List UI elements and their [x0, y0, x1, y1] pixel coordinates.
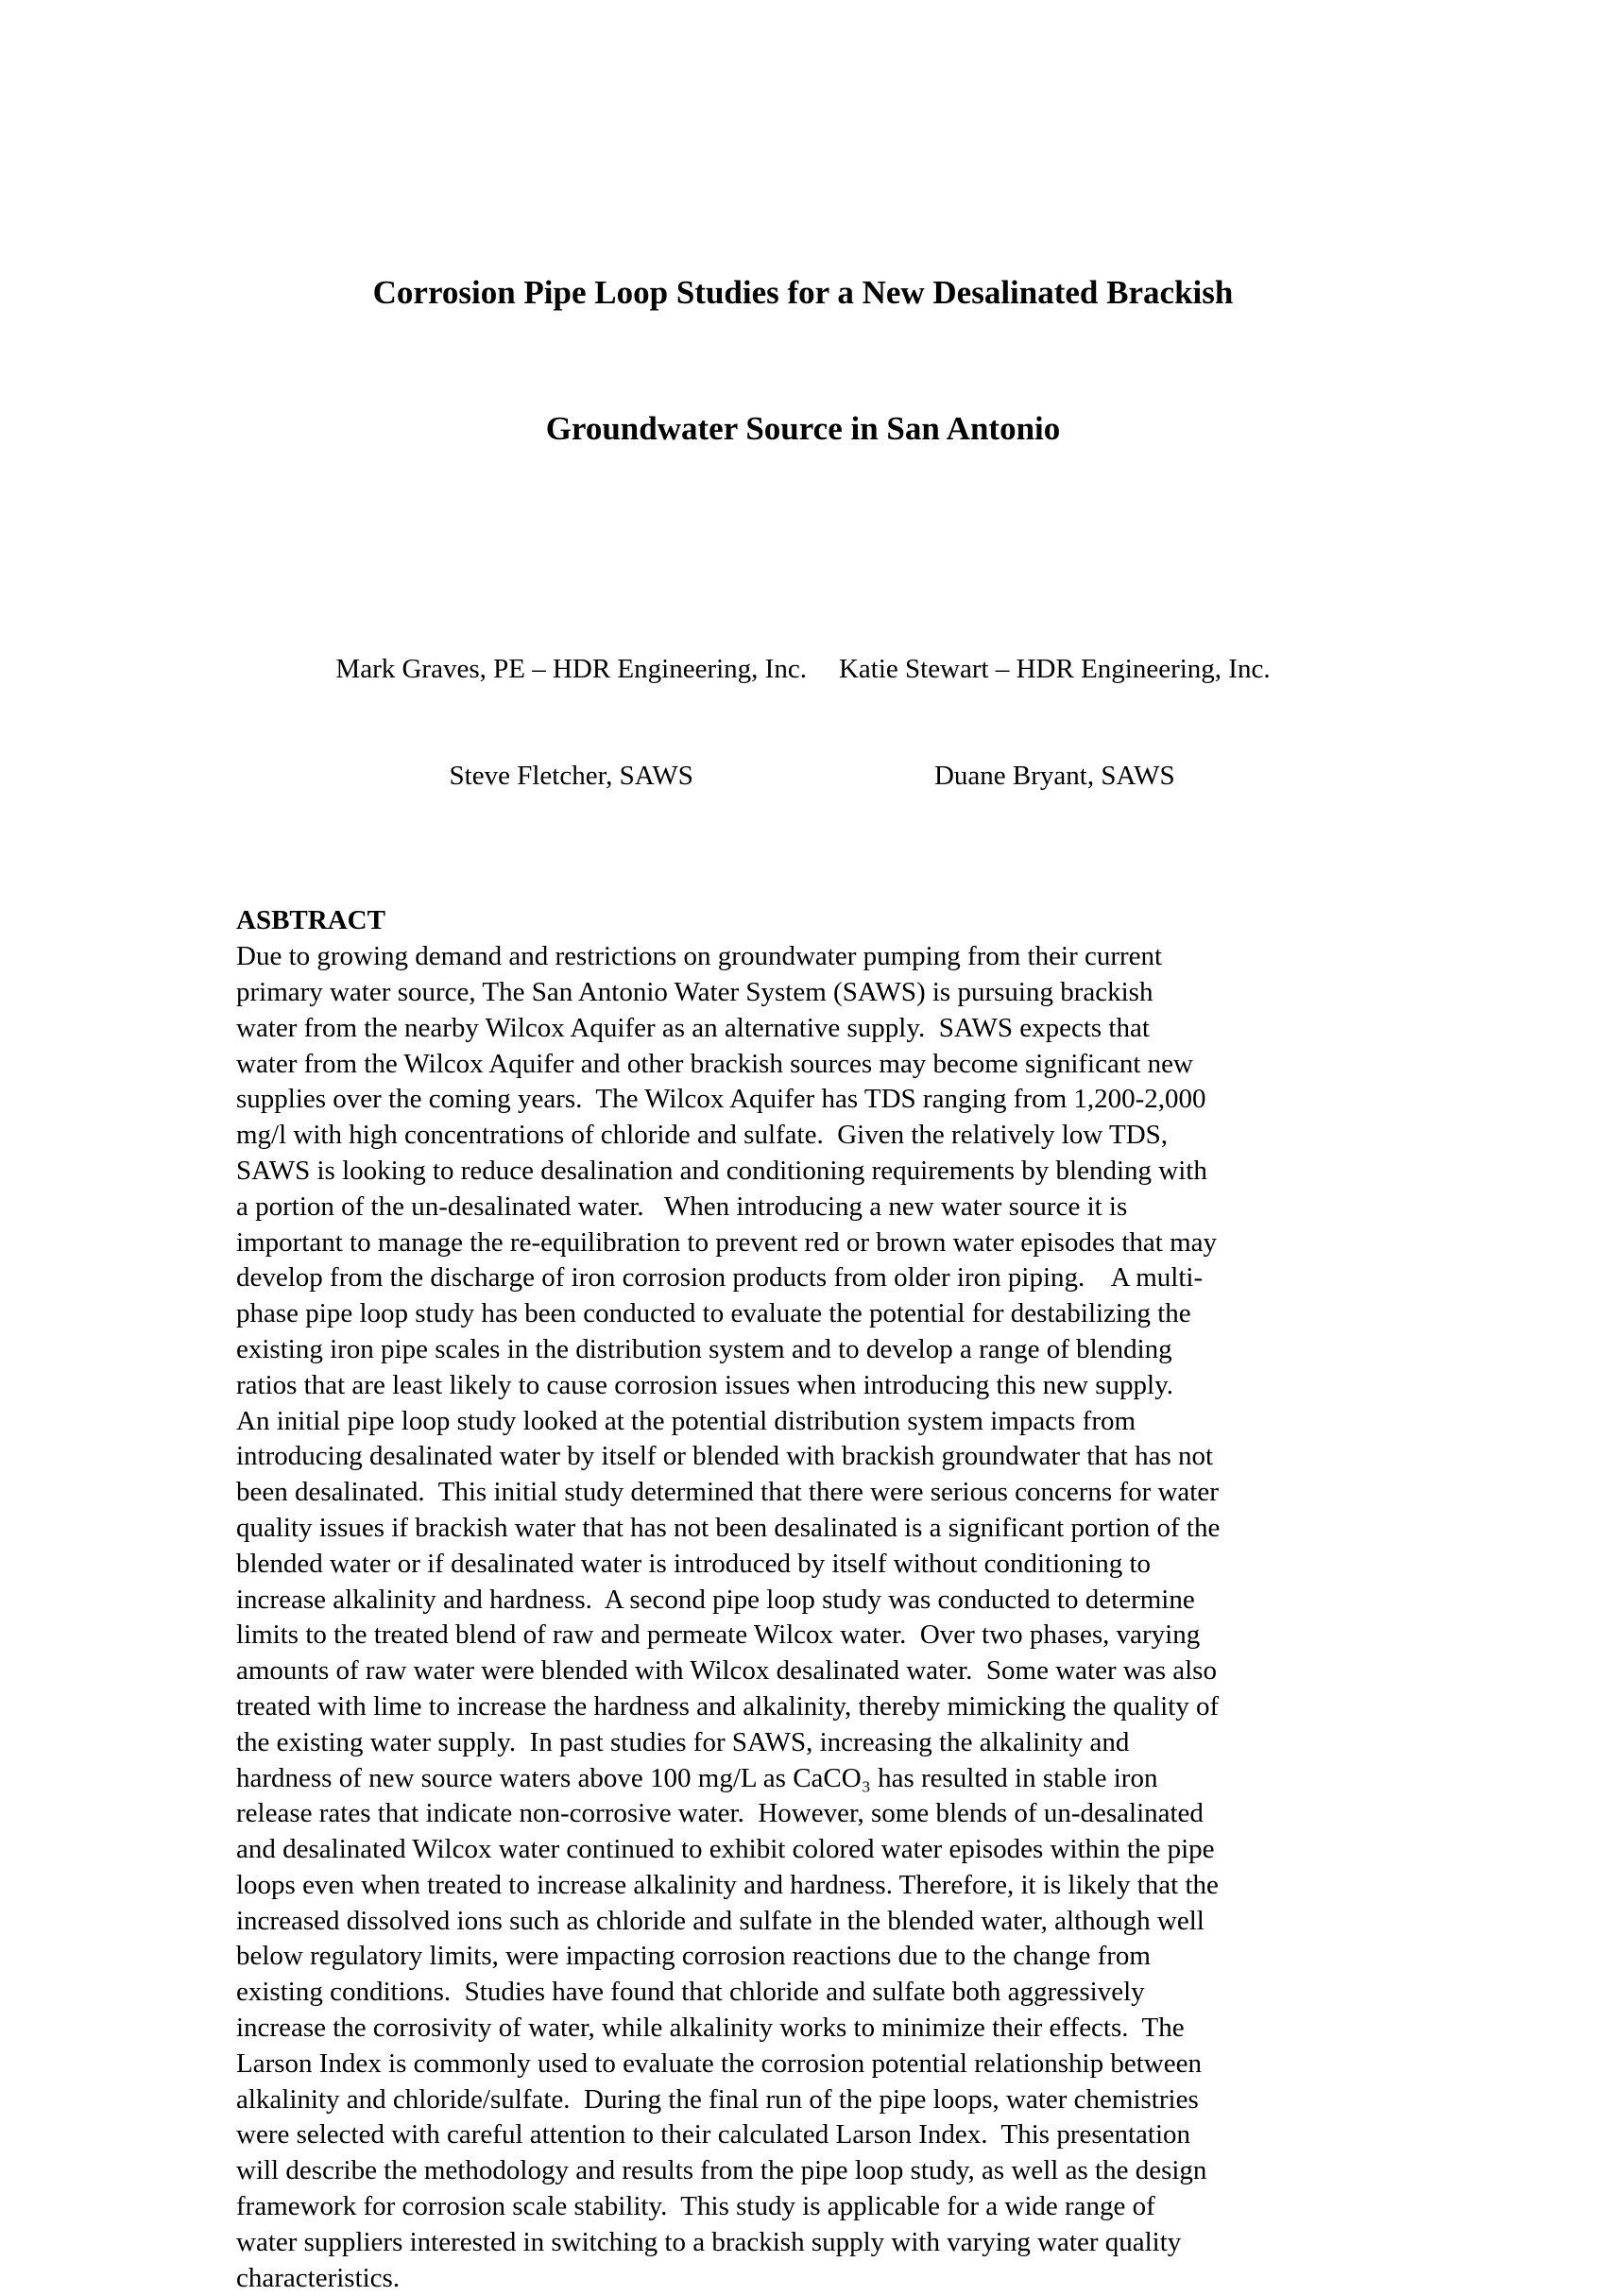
abstract-line: water from the Wilcox Aquifer and other brackish sources may become significant new	[236, 1048, 1193, 1079]
abstract-line: important to manage the re-equilibration to prevent red or brown water episodes that may	[236, 1226, 1218, 1258]
abstract-line: the existing water supply. In past studies for SAWS, increasing the alkalinity and	[236, 1726, 1130, 1757]
abstract-line: alkalinity and chloride/sulfate. During the final run of the pipe loops, water chemistries	[236, 2083, 1199, 2115]
abstract-line: quality issues if brackish water that has not been desalinated is a significant portion of the	[236, 1512, 1221, 1543]
abstract-line: existing iron pipe scales in the distribution system and to develop a range of blending	[236, 1333, 1172, 1364]
abstract-line: limits to the treated blend of raw and permeate Wilcox water. Over two phases, varying	[236, 1619, 1201, 1651]
abstract-body	[236, 939, 1370, 2296]
abstract-line: blended water or if desalinated water is introduced by itself without conditioning to	[236, 1548, 1152, 1579]
abstract-line: An initial pipe loop study looked at the potential distribution system impacts from	[236, 1405, 1136, 1436]
paper-title	[236, 180, 1370, 542]
abstract-line: mg/l with high concentrations of chloride and sulfate. Given the relatively low TDS,	[236, 1120, 1169, 1151]
abstract-line: primary water source, The San Antonio Water System (SAWS) is pursuing brackish	[236, 976, 1153, 1007]
abstract-line: framework for corrosion scale stability. This study is applicable for a wide range of	[236, 2191, 1155, 2222]
abstract-line: introducing desalinated water by itself or blended with brackish groundwater that has not	[236, 1441, 1214, 1472]
abstract-line: phase pipe loop study has been conducted to evaluate the potential for destabilizing the	[236, 1298, 1191, 1329]
abstract-line: Larson Index is commonly used to evaluate the corrosion potential relationship between	[236, 2048, 1202, 2079]
abstract-line: and desalinated Wilcox water continued to exhibit colored water episodes within the pipe	[236, 1834, 1215, 1865]
author-name-affiliation: Duane Bryant, SAWS	[933, 760, 1175, 791]
abstract-line: water suppliers interested in switching to a brackish supply with varying water quality	[236, 2226, 1182, 2257]
abstract-line: will describe the methodology and results from the pipe loop study, as well as the design	[236, 2155, 1207, 2186]
abstract-line: develop from the discharge of iron corrosion products from older iron piping. A multi-	[236, 1262, 1204, 1294]
abstract-line: loops even when treated to increase alkalinity and hardness. Therefore, it is likely that the	[236, 1869, 1219, 1900]
paper-title-line-2: Groundwater Source in San Antonio	[545, 410, 1061, 447]
abstract-line: been desalinated. This initial study determined that there were serious concerns for water	[236, 1477, 1219, 1508]
abstract-line: existing conditions. Studies have found that chloride and sulfate both aggressively	[236, 1977, 1145, 2008]
paper-title-line-1: Corrosion Pipe Loop Studies for a New Desalinated Brackish	[372, 274, 1234, 311]
abstract-line: increased dissolved ions such as chloride and sulfate in the blended water, although well	[236, 1905, 1204, 1936]
abstract-line: characteristics.	[236, 2262, 401, 2293]
abstract-line: Due to growing demand and restrictions on groundwater pumping from their current	[236, 941, 1163, 972]
author-column-right	[839, 580, 1271, 865]
abstract-line: release rates that indicate non-corrosive water. However, some blends of un-desalinated	[236, 1798, 1204, 1829]
abstract-line: increase alkalinity and hardness. A second pipe loop study was conducted to determine	[236, 1584, 1195, 1615]
abstract-line: were selected with careful attention to their calculated Larson Index. This presentation	[236, 2119, 1191, 2150]
abstract-line: amounts of raw water were blended with Wilcox desalinated water. Some water was also	[236, 1655, 1217, 1687]
abstract-line: water from the nearby Wilcox Aquifer as an alternative supply. SAWS expects that	[236, 1012, 1150, 1043]
abstract-line: below regulatory limits, were impacting corrosion reactions due to the change from	[236, 1941, 1151, 1972]
abstract-line: hardness of new source waters above 100 mg/L as CaCO₃ has resulted in stable iron	[236, 1762, 1158, 1793]
author-column-left	[335, 580, 807, 865]
abstract-line: increase the corrosivity of water, while alkalinity works to minimize their effects. The	[236, 2013, 1185, 2044]
author-block	[236, 580, 1370, 865]
abstract-heading: ASBTRACT	[236, 905, 385, 936]
abstract-line: treated with lime to increase the hardness and alkalinity, thereby mimicking the quality of	[236, 1690, 1220, 1722]
author-name-affiliation: Steve Fletcher, SAWS	[449, 760, 693, 791]
author-name-affiliation: Mark Graves, PE – HDR Engineering, Inc.	[335, 653, 807, 684]
abstract-line: ratios that are least likely to cause corrosion issues when introducing this new supply.	[236, 1369, 1173, 1400]
abstract-line: supplies over the coming years. The Wilcox Aquifer has TDS ranging from 1,200-2,000	[236, 1084, 1206, 1115]
abstract-line: SAWS is looking to reduce desalination and conditioning requirements by blending with	[236, 1155, 1207, 1186]
author-name-affiliation: Katie Stewart – HDR Engineering, Inc.	[838, 653, 1271, 684]
abstract-line: a portion of the un-desalinated water. When introducing a new water source it is	[236, 1191, 1128, 1222]
